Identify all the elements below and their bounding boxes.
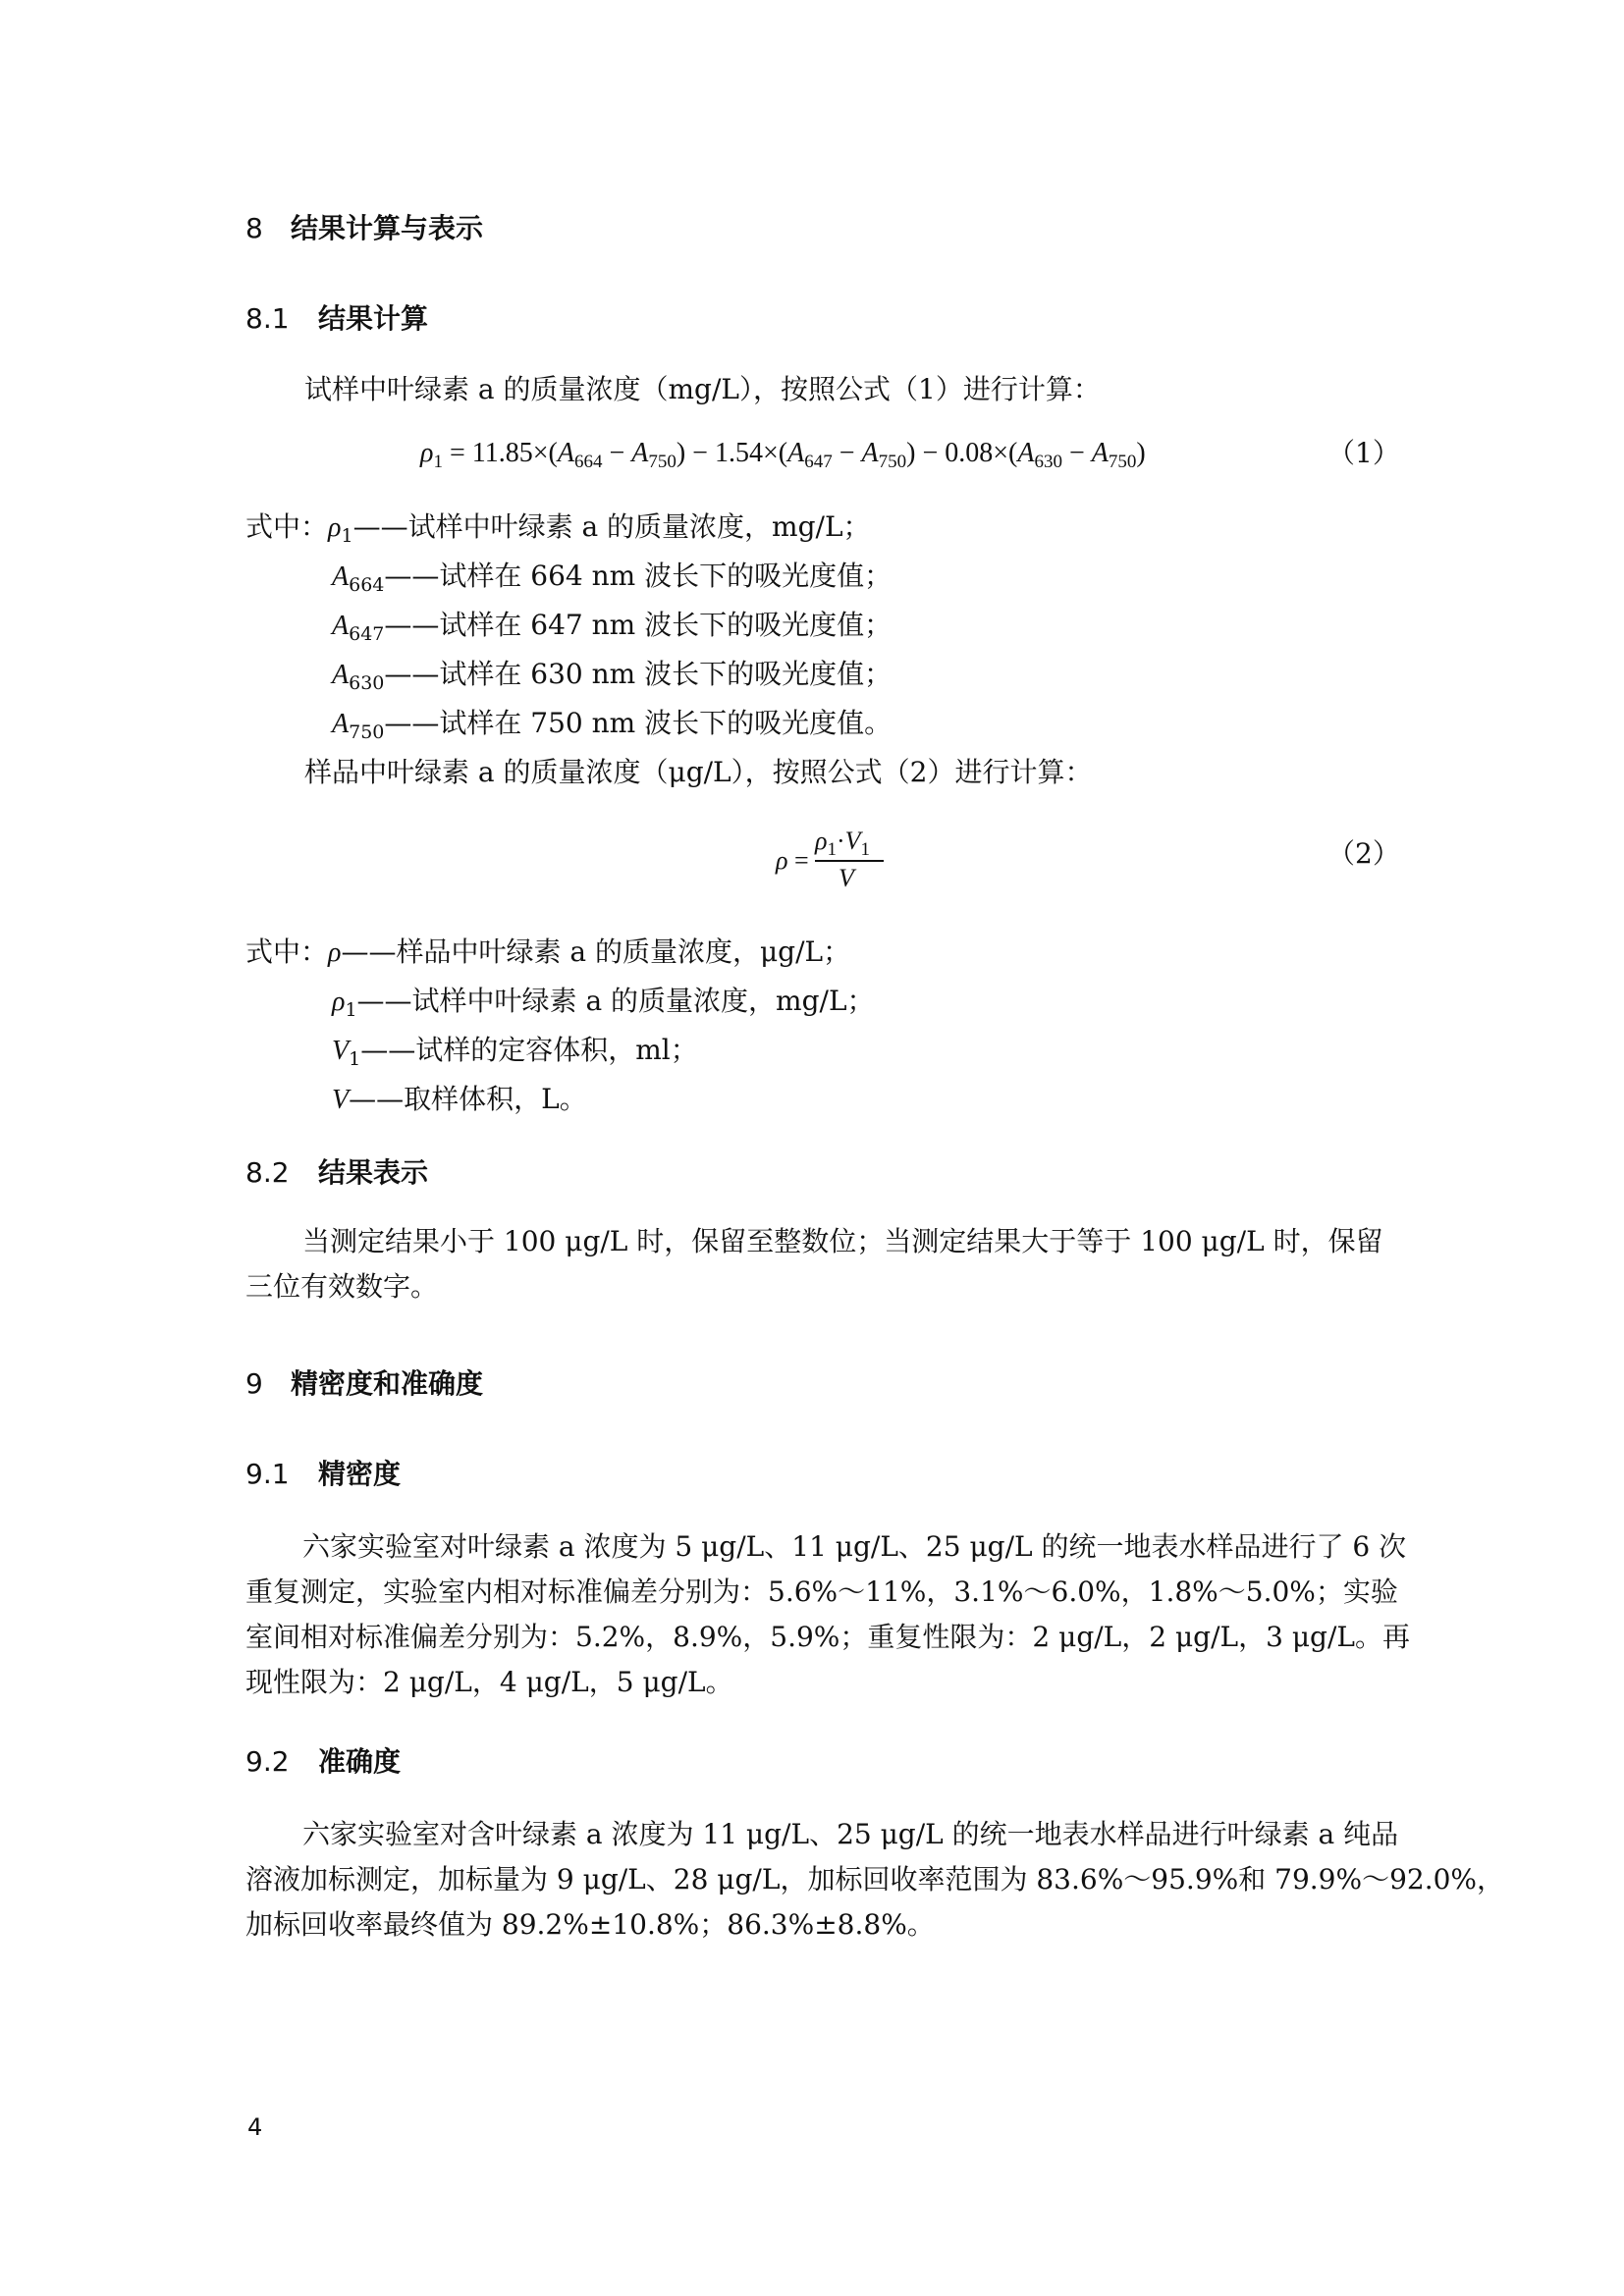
section-number: 9 bbox=[245, 1367, 263, 1400]
formula-1-intro: 试样中叶绿素 a 的质量浓度（mg/L），按照公式（1）进行计算： bbox=[304, 373, 1101, 405]
section-8-1-heading bbox=[245, 299, 428, 339]
formula-2-number: （2） bbox=[1327, 837, 1400, 870]
formula-1: $\rho_1 = 11.85\times(A_{664} - A_{750}) - 1.54\times(A_{647} - A_{750}) - 0.08\times(A_{630} - A_{750})$ bbox=[420, 438, 1146, 472]
where-row: $A_{647}——$试样在 647 nm 波长下的吸光度值； bbox=[332, 609, 893, 645]
section-number: 9.2 bbox=[245, 1745, 290, 1778]
section-number: 8.1 bbox=[245, 302, 290, 335]
section-title: 结果表示 bbox=[318, 1156, 429, 1189]
where-row: $\rho_1——$试样中叶绿素 a 的质量浓度，mg/L； bbox=[332, 985, 875, 1021]
where-row: $A_{664}——$试样在 664 nm 波长下的吸光度值； bbox=[332, 560, 893, 596]
section-8-heading bbox=[245, 209, 483, 248]
where-row: $A_{750}——$试样在 750 nm 波长下的吸光度值。 bbox=[332, 707, 893, 743]
formula-1-number: （1） bbox=[1327, 437, 1400, 469]
section-9-2-heading bbox=[245, 1742, 401, 1782]
page-number: 4 bbox=[247, 2113, 263, 2141]
where-row: $V_1——$试样的定容体积，ml； bbox=[332, 1034, 698, 1070]
section-8-2-heading bbox=[245, 1153, 428, 1193]
section-number: 8 bbox=[245, 212, 263, 244]
where-row: 式中：ρ——样品中叶绿素 a 的质量浓度，μg/L； bbox=[245, 935, 851, 968]
section-number: 9.1 bbox=[245, 1458, 290, 1490]
section-title: 结果计算与表示 bbox=[291, 212, 484, 244]
document-page: 8 结果计算与表示 8.1 结果计算 试样中叶绿素 a 的质量浓度（mg/L），按照公式（1）进行计算： $\rho_1 = 11.85\times(A_{664} - A_{750}) - 1.54\times(A_{647} - A_{750}) - 0.08\times(A_{630} - A_{750})$ （1） 式中：$\rho_1——$试样中叶绿素 a 的质量浓度，mg/L； $A_{664}——$试样在 664 nm 波长下的吸光度值； $A_{647}——$试样在 647 nm 波长下的吸光度值； $A_{630}——$试样在 630 nm 波长下的吸光度值； $A_{750}——$试样在 750 nm 波长下的吸光度值。 样品中叶绿素 a 的质量浓度（μg/L），按照公式（2）进行计算： ρ = $\rho_1\cdot V_1$ V （2） 式中：ρ——样品中叶绿素 a 的质量浓度，μg/L； $\rho_1——$试样中叶绿素 a 的质量浓度，mg/L； $V_1——$试样的定容体积，ml； V——取样体积，L。 8.2 结果表示 当测定结果小于 100 μg/L 时，保留至整数位；当测定结果大于等于 100 μg/L 时，保留 三位有效数字。 9 精密度和准确度 9.1 精密度 六家实验室对叶绿素 a 浓度为 5 μg/L、11 μg/L、25 μg/L 的统一地表水样品进行了 6 次 重复测定，实验室内相对标准偏差分别为：5.6%～11%，3.1%～6.0%，1.8%～5.0%；实验 室间相对标准偏差分别为：5.2%，8.9%，5.9%；重复性限为：2 μg/L，2 μg/L，3 μg/L。再 现性限为：2 μg/L，4 μg/L，5 μg/L。 9.2 准确度 六家实验室对含叶绿素 a 浓度为 11 μg/L、25 μg/L 的统一地表水样品进行叶绿素 a 纯品 溶液加标测定，加标量为 9 μg/L、28 μg/L，加标回收率范围为 83.6%～95.9%和 79.9%～92.0%， 加标回收率最终值为 89.2%±10.8%；86.3%±8.8%。 4 bbox=[0, 0, 1624, 2296]
section-title: 准确度 bbox=[318, 1745, 402, 1778]
section-9-1-heading bbox=[245, 1455, 401, 1494]
section-title: 精密度和准确度 bbox=[291, 1367, 484, 1400]
paragraph-9-1: 六家实验室对叶绿素 a 浓度为 5 μg/L、11 μg/L、25 μg/L 的统一地表水样品进行了 6 次 重复测定，实验室内相对标准偏差分别为：5.6%～11%，3.1%～6.0%，1.8%～5.0%；实验 室间相对标准偏差分别为：5.2%，8.9%，5.9%；重复性限为：2 μg/L，2 μg/L，3 μg/L。再 现性限为：2 μg/L，4 μg/L，5 μg/L。 bbox=[245, 1530, 1410, 1698]
section-number: 8.2 bbox=[245, 1156, 290, 1189]
where-row: V——取样体积，L。 bbox=[332, 1083, 587, 1115]
paragraph-9-2: 六家实验室对含叶绿素 a 浓度为 11 μg/L、25 μg/L 的统一地表水样品进行叶绿素 a 纯品 溶液加标测定，加标量为 9 μg/L、28 μg/L，加标回收率范围为 83.6%～95.9%和 79.9%～92.0%， 加标回收率最终值为 89.2%±10.8%；86.3%±8.8%。 bbox=[245, 1818, 1505, 1941]
where-row: 式中：$\rho_1——$试样中叶绿素 a 的质量浓度，mg/L； bbox=[245, 510, 871, 547]
section-9-heading bbox=[245, 1364, 483, 1404]
paragraph-8-2: 当测定结果小于 100 μg/L 时，保留至整数位；当测定结果大于等于 100 μg/L 时，保留 三位有效数字。 bbox=[245, 1225, 1383, 1303]
section-title: 结果计算 bbox=[318, 302, 429, 335]
where-row: $A_{630}——$试样在 630 nm 波长下的吸光度值； bbox=[332, 658, 893, 694]
formula-2-intro: 样品中叶绿素 a 的质量浓度（μg/L），按照公式（2）进行计算： bbox=[304, 756, 1093, 788]
section-title: 精密度 bbox=[318, 1458, 402, 1490]
